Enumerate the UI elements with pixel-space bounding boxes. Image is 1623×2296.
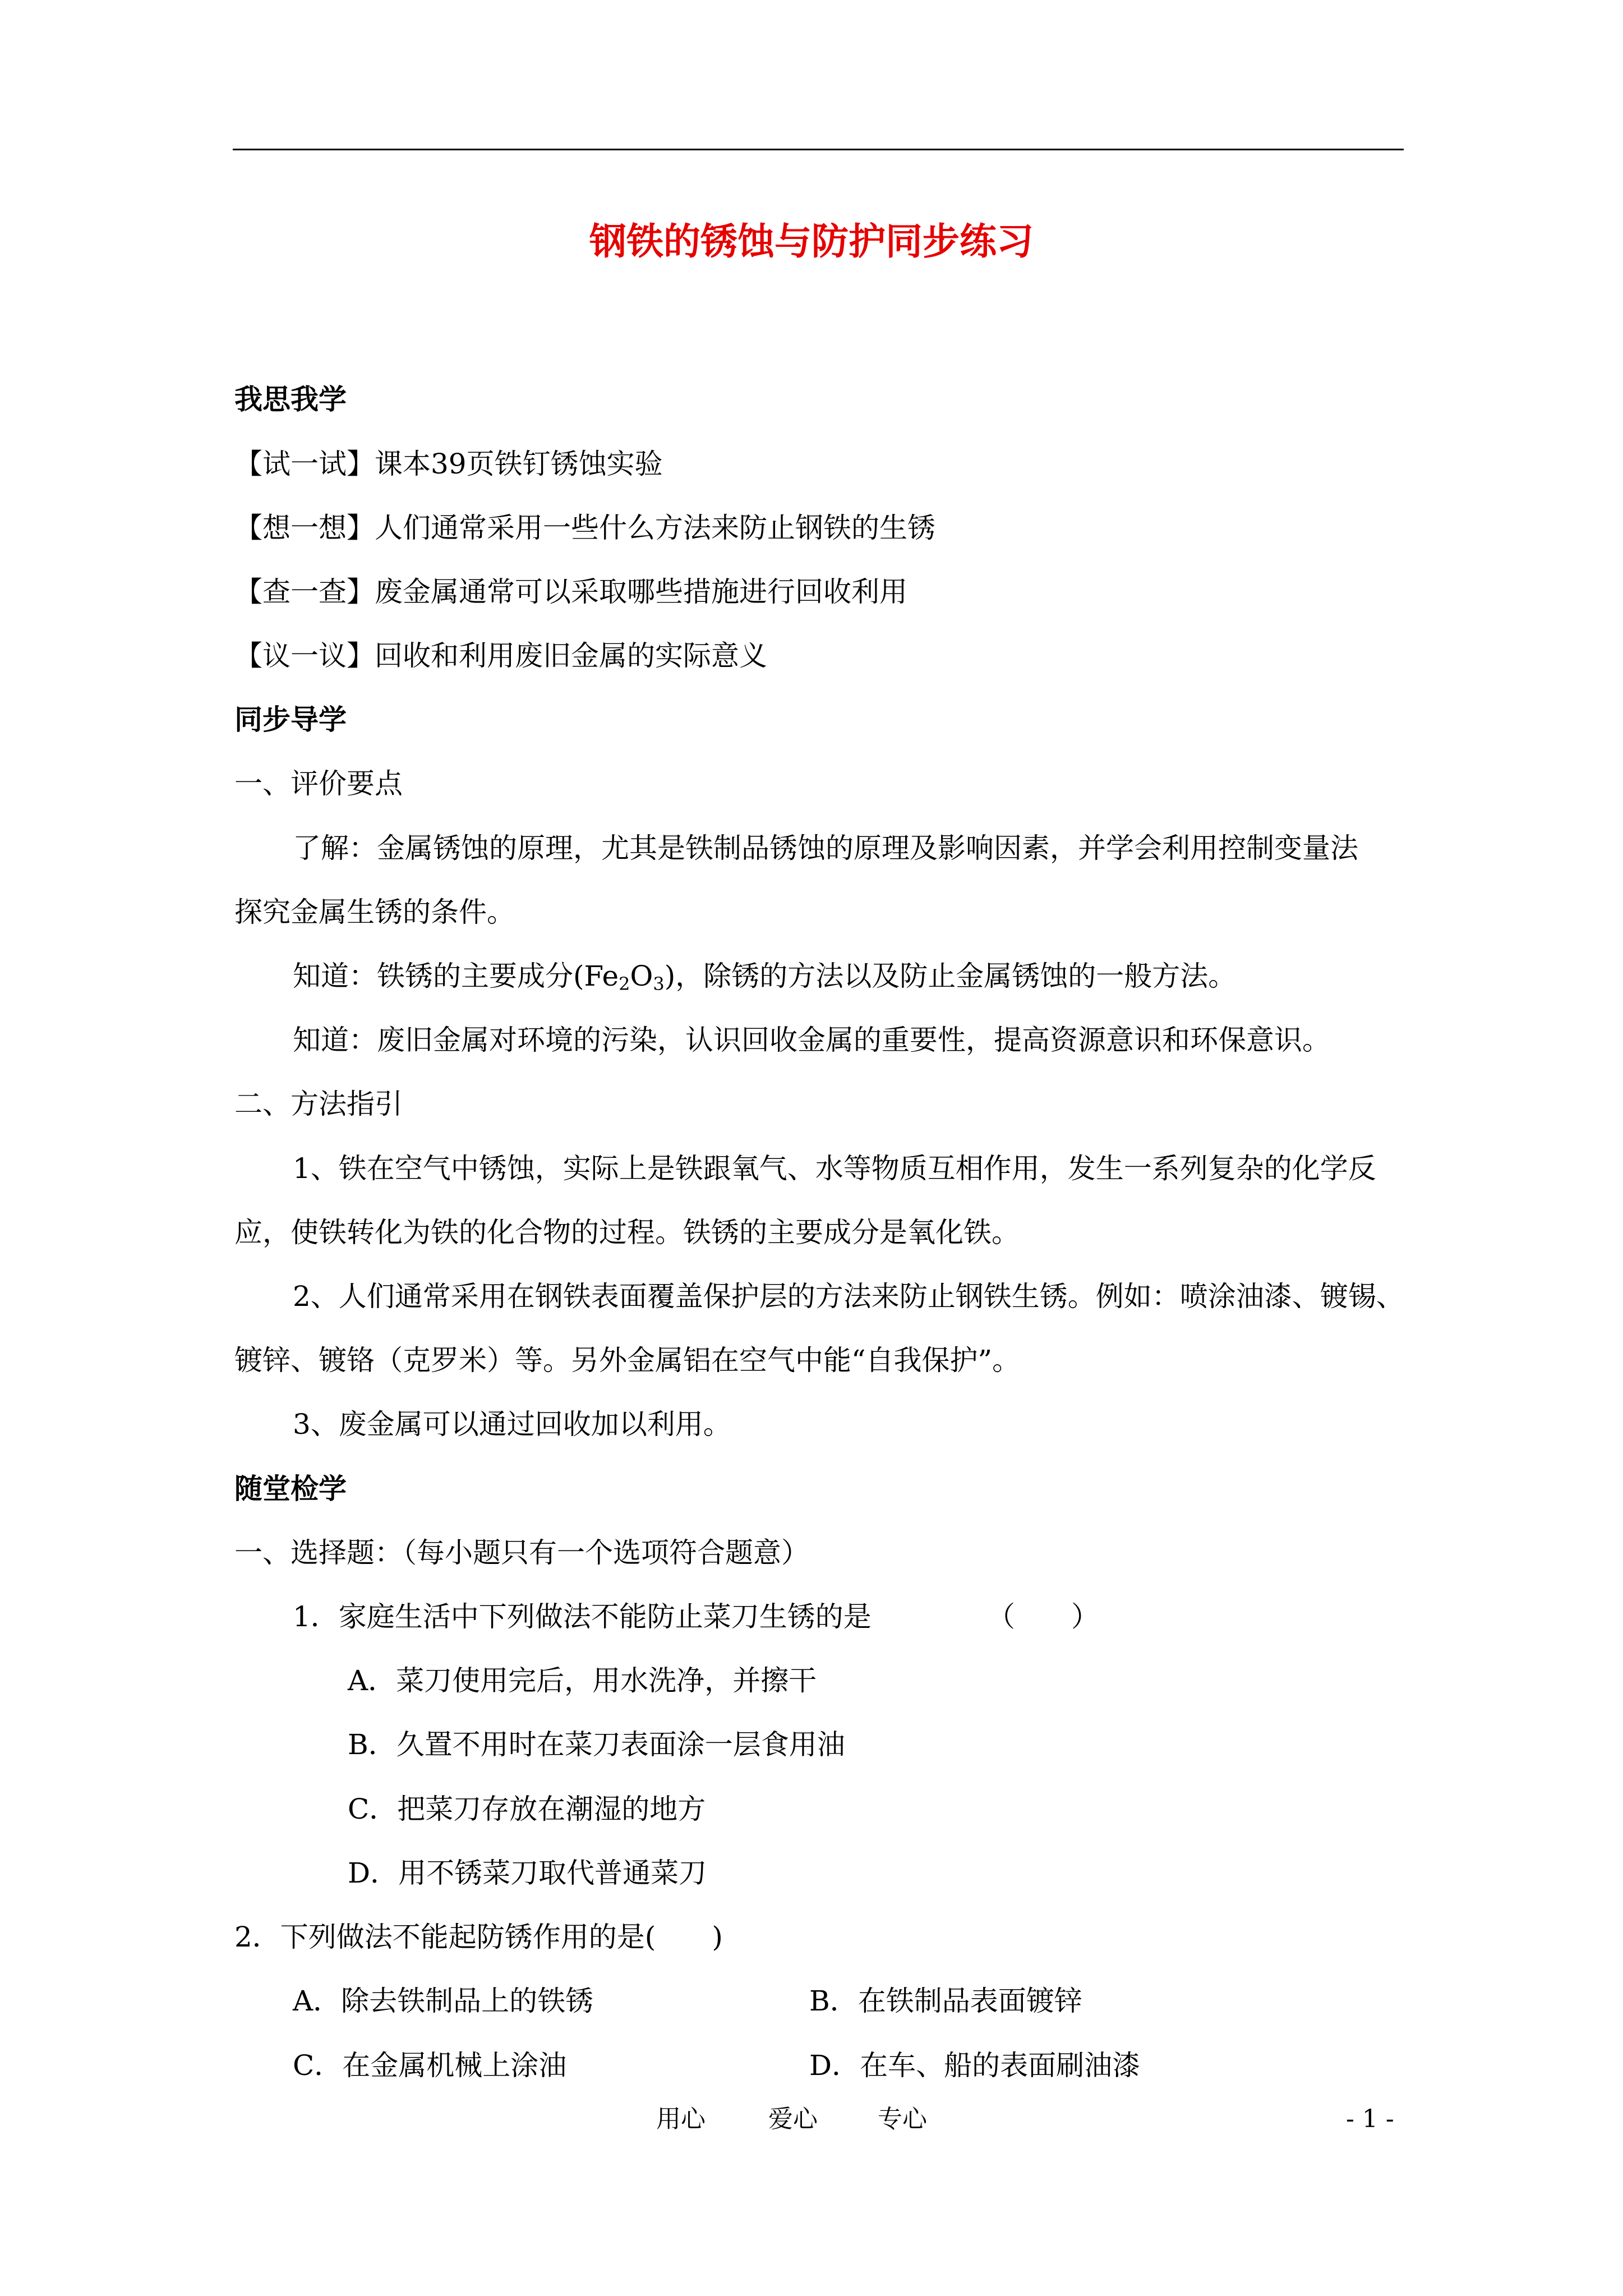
think-item-try: 【试一试】课本39页铁钉锈蚀实验: [234, 448, 663, 480]
think-item-discuss: 【议一议】回收和利用废旧金属的实际意义: [234, 639, 767, 672]
guide-part2-title: 二、方法指引: [234, 1088, 403, 1120]
guide-para1-line1: 了解：金属锈蚀的原理，尤其是铁制品锈蚀的原理及影响因素，并学会利用控制变量法: [293, 832, 1358, 864]
question-2-option-c: C．在金属机械上涂油: [293, 2049, 567, 2082]
think-item-search: 【查一查】废金属通常可以采取哪些措施进行回收利用: [234, 576, 907, 608]
guide-part1-title: 一、评价要点: [234, 767, 403, 800]
guide-para2-after: )，除锈的方法以及防止金属锈蚀的一般方法。: [664, 960, 1237, 992]
test-part1-title: 一、选择题：（每小题只有一个选项符合题意）: [234, 1536, 809, 1569]
formula-subscript-2: 2: [619, 973, 630, 995]
question-2-option-b: B．在铁制品表面镀锌: [809, 1985, 1082, 2017]
footer-word-2: 爱心: [768, 2105, 818, 2133]
method-3: 3、废金属可以通过回收加以利用。: [293, 1408, 731, 1441]
section-heading-test: 随堂检学: [234, 1472, 347, 1505]
question-1-blank: （ ）: [987, 1600, 1099, 1633]
question-1-option-a: A．菜刀使用完后，用水洗净，并擦干: [348, 1664, 817, 1697]
header-rule: [233, 149, 1404, 150]
question-2-option-d: D．在车、船的表面刷油漆: [809, 2049, 1141, 2082]
guide-para2-mid: O: [630, 960, 653, 992]
footer-word-3: 专心: [878, 2105, 927, 2133]
footer-word-1: 用心: [656, 2105, 706, 2133]
guide-para1-line2: 探究金属生锈的条件。: [234, 896, 515, 928]
method-1-line1: 1、铁在空气中锈蚀，实际上是铁跟氧气、水等物质互相作用，发生一系列复杂的化学反: [293, 1152, 1376, 1185]
question-1-stem: 1．家庭生活中下列做法不能防止菜刀生锈的是: [293, 1600, 872, 1633]
guide-para3: 知道：废旧金属对环境的污染，认识回收金属的重要性，提高资源意识和环保意识。: [293, 1024, 1330, 1056]
guide-para2-before: 知道：铁锈的主要成分(Fe: [293, 960, 619, 992]
method-2-line1: 2、人们通常采用在钢铁表面覆盖保护层的方法来防止钢铁生锈。例如：喷涂油漆、镀锡、: [293, 1280, 1404, 1313]
formula-subscript-3: 3: [653, 973, 665, 995]
think-item-think: 【想一想】人们通常采用一些什么方法来防止钢铁的生锈: [234, 512, 935, 544]
method-1-line2: 应，使铁转化为铁的化合物的过程。铁锈的主要成分是氧化铁。: [234, 1216, 1020, 1249]
section-heading-guide: 同步导学: [234, 703, 347, 736]
question-1-option-d: D．用不锈菜刀取代普通菜刀: [348, 1857, 707, 1889]
page-number: - 1 -: [1346, 2105, 1394, 2133]
guide-para2: [293, 956, 1236, 996]
question-2-stem: 2．下列做法不能起防锈作用的是( ): [234, 1921, 723, 1953]
question-2-option-a: A．除去铁制品上的铁锈: [293, 1985, 594, 2017]
section-heading-think: 我思我学: [234, 383, 347, 416]
question-1-option-c: C．把菜刀存放在潮湿的地方: [348, 1793, 706, 1825]
question-1-option-b: B．久置不用时在菜刀表面涂一层食用油: [348, 1728, 845, 1761]
method-2-line2: 镀锌、镀铬（克罗米）等。另外金属铝在空气中能“自我保护”。: [234, 1344, 1021, 1377]
document-title: 钢铁的锈蚀与防护同步练习: [589, 219, 1034, 263]
